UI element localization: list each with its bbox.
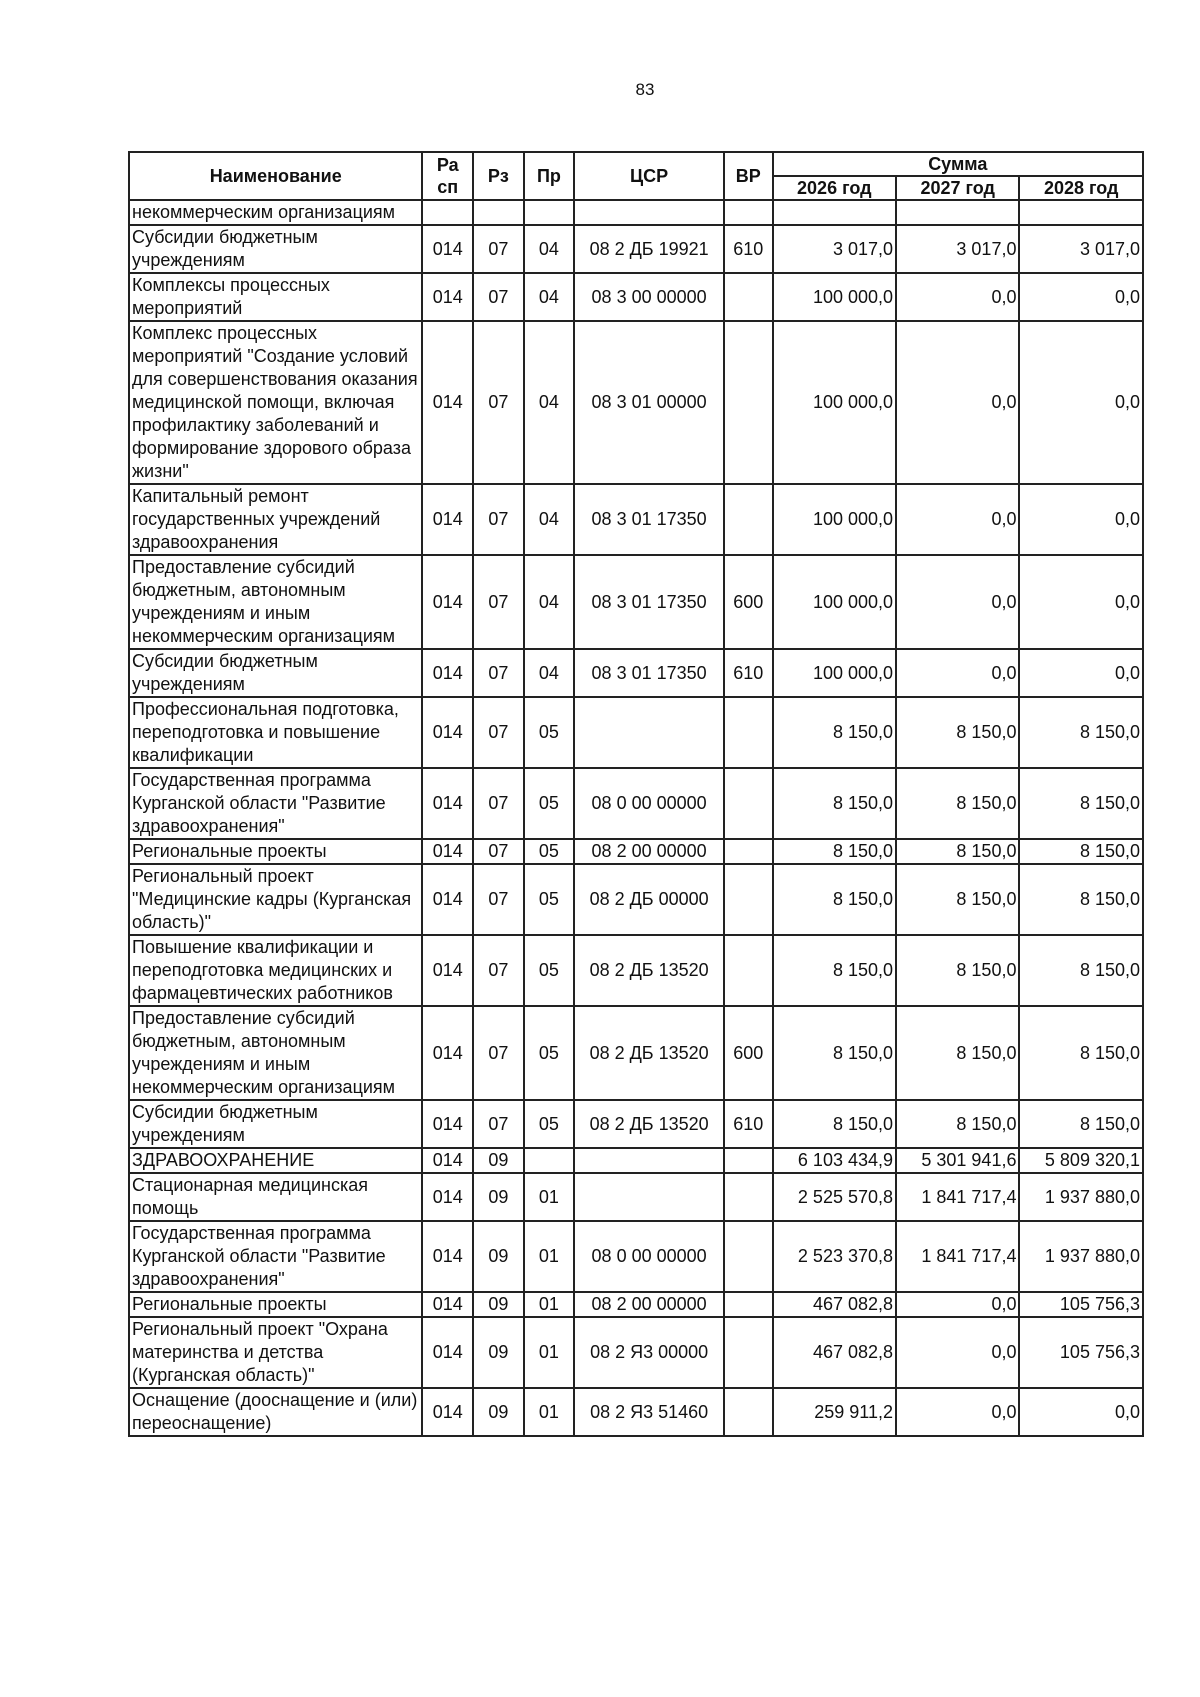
cell-y2027: 0,0 — [896, 649, 1019, 697]
cell-y2027: 8 150,0 — [896, 768, 1019, 839]
cell-y2026 — [773, 200, 896, 225]
cell-rz: 07 — [473, 273, 524, 321]
cell-y2027: 1 841 717,4 — [896, 1221, 1019, 1292]
cell-vr — [724, 697, 773, 768]
cell-rasp: 014 — [422, 864, 473, 935]
cell-y2028: 105 756,3 — [1019, 1317, 1143, 1388]
table-row — [129, 649, 1143, 697]
cell-rasp: 014 — [422, 484, 473, 555]
table-row — [129, 1292, 1143, 1317]
cell-rz: 09 — [473, 1148, 524, 1173]
cell-name: Субсидии бюджетным учреждениям — [129, 1100, 422, 1148]
cell-y2026: 467 082,8 — [773, 1317, 896, 1388]
table-row — [129, 1100, 1143, 1148]
cell-y2028: 8 150,0 — [1019, 935, 1143, 1006]
cell-name: Оснащение (дооснащение и (или) переоснащение) — [129, 1388, 422, 1436]
cell-rasp: 014 — [422, 649, 473, 697]
page-number: 83 — [635, 80, 655, 99]
cell-rasp: 014 — [422, 1173, 473, 1221]
cell-y2026: 100 000,0 — [773, 321, 896, 484]
cell-y2028 — [1019, 200, 1143, 225]
cell-y2028: 3 017,0 — [1019, 225, 1143, 273]
budget-table — [128, 151, 1144, 1437]
cell-y2026: 8 150,0 — [773, 935, 896, 1006]
cell-pr: 04 — [524, 321, 575, 484]
cell-y2027: 0,0 — [896, 1388, 1019, 1436]
header-vr: ВР — [724, 152, 773, 200]
cell-y2026: 8 150,0 — [773, 1006, 896, 1100]
cell-rasp: 014 — [422, 225, 473, 273]
cell-y2028: 8 150,0 — [1019, 697, 1143, 768]
cell-pr: 05 — [524, 839, 575, 864]
table-row — [129, 200, 1143, 225]
cell-rz: 07 — [473, 555, 524, 649]
cell-name: Повышение квалификации и переподготовка медицинских и фармацевтических работников — [129, 935, 422, 1006]
cell-rasp: 014 — [422, 839, 473, 864]
cell-csr: 08 2 ДБ 13520 — [574, 935, 724, 1006]
cell-y2028: 105 756,3 — [1019, 1292, 1143, 1317]
cell-pr: 01 — [524, 1388, 575, 1436]
table-row — [129, 1388, 1143, 1436]
table-row — [129, 1221, 1143, 1292]
cell-rasp: 014 — [422, 1148, 473, 1173]
cell-y2028: 0,0 — [1019, 321, 1143, 484]
cell-csr: 08 3 01 17350 — [574, 649, 724, 697]
header-csr: ЦСР — [574, 152, 724, 200]
cell-rz: 09 — [473, 1173, 524, 1221]
cell-pr: 04 — [524, 225, 575, 273]
cell-csr: 08 0 00 00000 — [574, 768, 724, 839]
cell-y2028: 1 937 880,0 — [1019, 1173, 1143, 1221]
cell-csr: 08 3 01 17350 — [574, 484, 724, 555]
cell-name: некоммерческим организациям — [129, 200, 422, 225]
cell-rasp: 014 — [422, 1388, 473, 1436]
cell-rasp: 014 — [422, 1317, 473, 1388]
cell-y2028: 0,0 — [1019, 1388, 1143, 1436]
cell-rasp: 014 — [422, 1006, 473, 1100]
cell-pr: 01 — [524, 1317, 575, 1388]
cell-pr: 04 — [524, 555, 575, 649]
cell-pr: 05 — [524, 697, 575, 768]
cell-y2026: 8 150,0 — [773, 1100, 896, 1148]
cell-rz — [473, 200, 524, 225]
cell-vr — [724, 1173, 773, 1221]
cell-name: Субсидии бюджетным учреждениям — [129, 225, 422, 273]
cell-rz: 07 — [473, 484, 524, 555]
cell-vr: 610 — [724, 1100, 773, 1148]
cell-name: ЗДРАВООХРАНЕНИЕ — [129, 1148, 422, 1173]
cell-pr: 04 — [524, 273, 575, 321]
cell-y2027: 0,0 — [896, 321, 1019, 484]
cell-name: Комплексы процессных мероприятий — [129, 273, 422, 321]
cell-rz: 09 — [473, 1388, 524, 1436]
cell-name: Предоставление субсидий бюджетным, автономным учреждениям и иным некоммерческим организациям — [129, 555, 422, 649]
table-row — [129, 1006, 1143, 1100]
cell-pr: 01 — [524, 1221, 575, 1292]
cell-vr — [724, 935, 773, 1006]
cell-y2027: 0,0 — [896, 484, 1019, 555]
table-row — [129, 697, 1143, 768]
cell-rz: 07 — [473, 768, 524, 839]
table-body — [129, 200, 1143, 1436]
table-row — [129, 1317, 1143, 1388]
cell-y2028: 8 150,0 — [1019, 1006, 1143, 1100]
cell-y2028: 0,0 — [1019, 555, 1143, 649]
cell-y2027: 8 150,0 — [896, 864, 1019, 935]
cell-csr: 08 2 Я3 51460 — [574, 1388, 724, 1436]
cell-pr: 04 — [524, 649, 575, 697]
cell-name: Региональные проекты — [129, 1292, 422, 1317]
cell-rz: 07 — [473, 649, 524, 697]
cell-y2026: 3 017,0 — [773, 225, 896, 273]
cell-name: Комплекс процессных мероприятий "Создание условий для совершенствования оказания медицинской помощи, включая профилактику заболеваний и формирование здорового образа жизни" — [129, 321, 422, 484]
cell-vr — [724, 768, 773, 839]
cell-vr — [724, 273, 773, 321]
cell-csr — [574, 697, 724, 768]
cell-csr: 08 2 ДБ 13520 — [574, 1006, 724, 1100]
cell-pr: 04 — [524, 484, 575, 555]
cell-rz: 07 — [473, 1006, 524, 1100]
cell-y2026: 8 150,0 — [773, 864, 896, 935]
cell-y2026: 8 150,0 — [773, 768, 896, 839]
table-row — [129, 768, 1143, 839]
cell-y2028: 0,0 — [1019, 484, 1143, 555]
cell-rz: 07 — [473, 225, 524, 273]
cell-rz: 07 — [473, 839, 524, 864]
cell-pr: 05 — [524, 1006, 575, 1100]
header-2027: 2027 год — [896, 176, 1019, 200]
cell-csr — [574, 1148, 724, 1173]
cell-vr — [724, 1148, 773, 1173]
table-row — [129, 1173, 1143, 1221]
cell-y2026: 100 000,0 — [773, 649, 896, 697]
cell-vr: 610 — [724, 649, 773, 697]
cell-rz: 07 — [473, 321, 524, 484]
cell-y2028: 1 937 880,0 — [1019, 1221, 1143, 1292]
cell-name: Стационарная медицинская помощь — [129, 1173, 422, 1221]
cell-vr — [724, 200, 773, 225]
cell-csr: 08 2 00 00000 — [574, 839, 724, 864]
cell-vr — [724, 839, 773, 864]
cell-y2027: 8 150,0 — [896, 839, 1019, 864]
cell-y2026: 100 000,0 — [773, 555, 896, 649]
header-rz: Рз — [473, 152, 524, 200]
cell-csr: 08 3 01 17350 — [574, 555, 724, 649]
cell-y2026: 467 082,8 — [773, 1292, 896, 1317]
cell-rasp: 014 — [422, 555, 473, 649]
cell-y2027 — [896, 200, 1019, 225]
cell-name: Предоставление субсидий бюджетным, автономным учреждениям и иным некоммерческим организациям — [129, 1006, 422, 1100]
table-row — [129, 273, 1143, 321]
cell-vr: 600 — [724, 555, 773, 649]
cell-csr: 08 3 00 00000 — [574, 273, 724, 321]
cell-rasp: 014 — [422, 935, 473, 1006]
cell-rz: 07 — [473, 697, 524, 768]
cell-rasp: 014 — [422, 768, 473, 839]
cell-vr — [724, 1388, 773, 1436]
cell-y2026: 6 103 434,9 — [773, 1148, 896, 1173]
cell-y2026: 100 000,0 — [773, 273, 896, 321]
cell-vr — [724, 864, 773, 935]
cell-csr — [574, 200, 724, 225]
table-row — [129, 555, 1143, 649]
cell-vr — [724, 1221, 773, 1292]
cell-name: Капитальный ремонт государственных учреждений здравоохранения — [129, 484, 422, 555]
cell-rz: 09 — [473, 1292, 524, 1317]
header-sum: Сумма — [773, 152, 1143, 176]
cell-csr: 08 2 00 00000 — [574, 1292, 724, 1317]
cell-rasp: 014 — [422, 273, 473, 321]
cell-csr: 08 2 ДБ 19921 — [574, 225, 724, 273]
table-row — [129, 839, 1143, 864]
table-row — [129, 225, 1143, 273]
cell-y2026: 2 525 570,8 — [773, 1173, 896, 1221]
cell-vr: 610 — [724, 225, 773, 273]
table-header — [129, 152, 1143, 200]
cell-rasp — [422, 200, 473, 225]
cell-y2026: 100 000,0 — [773, 484, 896, 555]
cell-rz: 09 — [473, 1317, 524, 1388]
cell-pr: 05 — [524, 1100, 575, 1148]
cell-y2027: 8 150,0 — [896, 1006, 1019, 1100]
cell-csr: 08 2 Я3 00000 — [574, 1317, 724, 1388]
cell-y2027: 8 150,0 — [896, 697, 1019, 768]
header-2026: 2026 год — [773, 176, 896, 200]
cell-y2027: 0,0 — [896, 273, 1019, 321]
cell-csr: 08 0 00 00000 — [574, 1221, 724, 1292]
cell-rz: 07 — [473, 864, 524, 935]
cell-y2027: 3 017,0 — [896, 225, 1019, 273]
cell-vr — [724, 321, 773, 484]
cell-y2027: 0,0 — [896, 1317, 1019, 1388]
table-row — [129, 321, 1143, 484]
cell-name: Профессиональная подготовка, переподготовка и повышение квалификации — [129, 697, 422, 768]
header-name: Наименование — [129, 152, 422, 200]
cell-csr: 08 3 01 00000 — [574, 321, 724, 484]
cell-name: Региональные проекты — [129, 839, 422, 864]
cell-rz: 07 — [473, 935, 524, 1006]
cell-name: Региональный проект "Охрана материнства и детства (Курганская область)" — [129, 1317, 422, 1388]
header-rasp: Ра сп — [422, 152, 473, 200]
cell-pr: 01 — [524, 1292, 575, 1317]
cell-y2027: 8 150,0 — [896, 935, 1019, 1006]
cell-y2027: 5 301 941,6 — [896, 1148, 1019, 1173]
cell-y2026: 8 150,0 — [773, 839, 896, 864]
cell-rasp: 014 — [422, 697, 473, 768]
cell-rasp: 014 — [422, 321, 473, 484]
cell-y2028: 0,0 — [1019, 649, 1143, 697]
cell-name: Государственная программа Курганской области "Развитие здравоохранения" — [129, 1221, 422, 1292]
cell-vr — [724, 484, 773, 555]
table-row — [129, 935, 1143, 1006]
cell-y2027: 0,0 — [896, 1292, 1019, 1317]
cell-csr: 08 2 ДБ 00000 — [574, 864, 724, 935]
cell-pr — [524, 200, 575, 225]
cell-name: Субсидии бюджетным учреждениям — [129, 649, 422, 697]
cell-vr — [724, 1317, 773, 1388]
cell-rasp: 014 — [422, 1221, 473, 1292]
cell-csr — [574, 1173, 724, 1221]
cell-pr: 05 — [524, 935, 575, 1006]
cell-csr: 08 2 ДБ 13520 — [574, 1100, 724, 1148]
cell-y2026: 259 911,2 — [773, 1388, 896, 1436]
cell-name: Региональный проект "Медицинские кадры (Курганская область)" — [129, 864, 422, 935]
cell-y2028: 5 809 320,1 — [1019, 1148, 1143, 1173]
cell-y2028: 8 150,0 — [1019, 839, 1143, 864]
cell-y2027: 0,0 — [896, 555, 1019, 649]
cell-name: Государственная программа Курганской области "Развитие здравоохранения" — [129, 768, 422, 839]
cell-pr: 01 — [524, 1173, 575, 1221]
cell-y2027: 1 841 717,4 — [896, 1173, 1019, 1221]
cell-y2027: 8 150,0 — [896, 1100, 1019, 1148]
cell-y2028: 8 150,0 — [1019, 768, 1143, 839]
cell-pr: 05 — [524, 768, 575, 839]
header-pr: Пр — [524, 152, 575, 200]
cell-vr: 600 — [724, 1006, 773, 1100]
cell-y2026: 2 523 370,8 — [773, 1221, 896, 1292]
cell-y2028: 8 150,0 — [1019, 864, 1143, 935]
cell-pr: 05 — [524, 864, 575, 935]
cell-y2028: 0,0 — [1019, 273, 1143, 321]
cell-rasp: 014 — [422, 1100, 473, 1148]
header-2028: 2028 год — [1019, 176, 1143, 200]
cell-rasp: 014 — [422, 1292, 473, 1317]
cell-y2026: 8 150,0 — [773, 697, 896, 768]
cell-y2028: 8 150,0 — [1019, 1100, 1143, 1148]
cell-rz: 09 — [473, 1221, 524, 1292]
cell-vr — [724, 1292, 773, 1317]
table-row — [129, 484, 1143, 555]
table-row — [129, 864, 1143, 935]
table-row — [129, 1148, 1143, 1173]
cell-pr — [524, 1148, 575, 1173]
cell-rz: 07 — [473, 1100, 524, 1148]
